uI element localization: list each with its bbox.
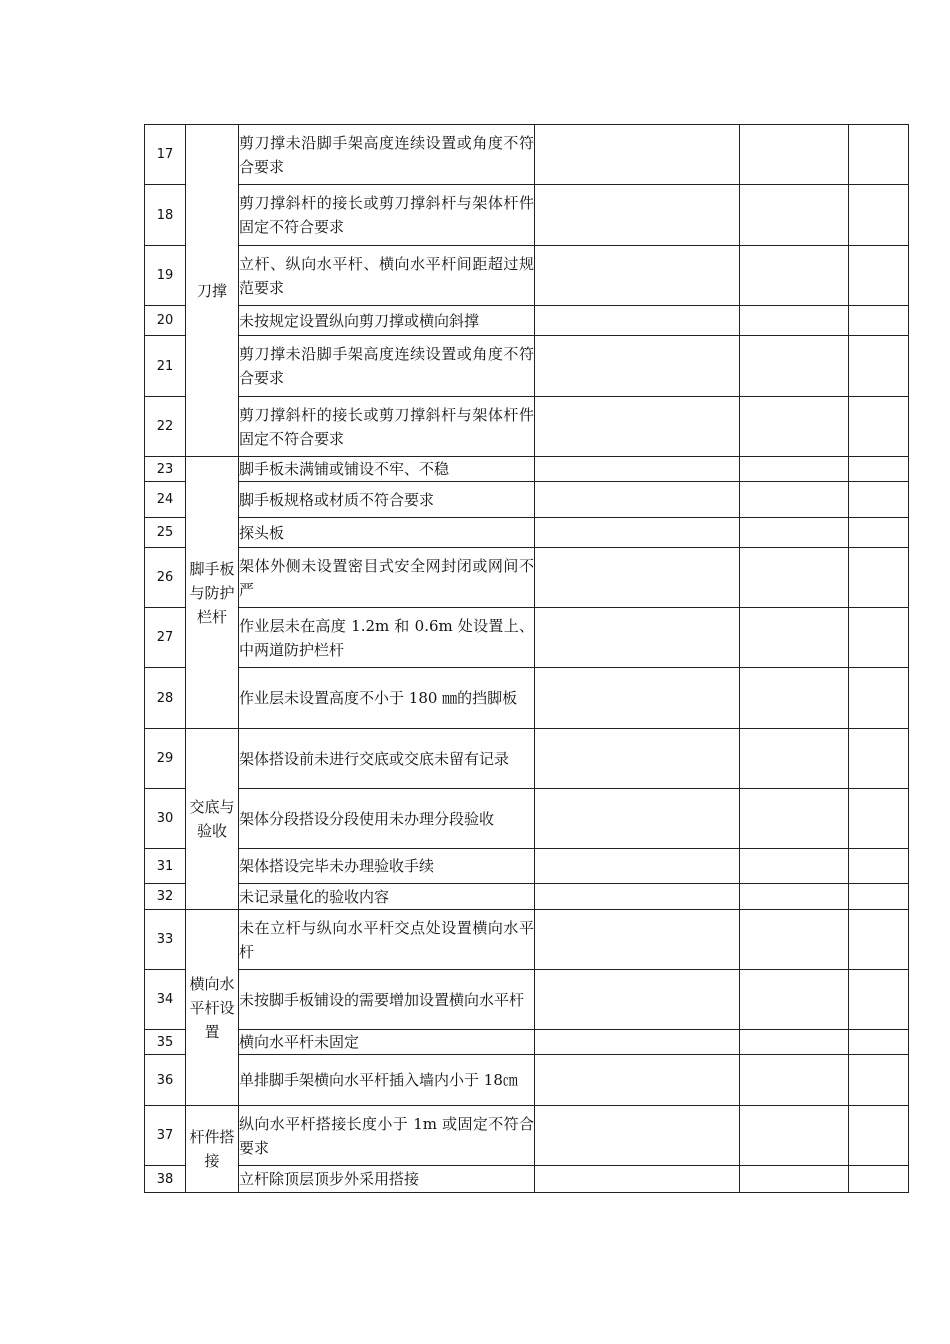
row-number: 28 [145, 668, 186, 729]
blank-cell [740, 548, 849, 608]
category-cell: 交底与验收 [186, 729, 239, 910]
table-row [145, 970, 909, 1030]
blank-cell [849, 185, 909, 246]
blank-cell [740, 608, 849, 668]
table-row [145, 789, 909, 849]
blank-cell [535, 336, 740, 397]
table-row [145, 1030, 909, 1055]
blank-cell [740, 910, 849, 970]
blank-cell [535, 849, 740, 884]
item-text: 剪刀撑斜杆的接长或剪刀撑斜杆与架体杆件固定不符合要求 [239, 397, 535, 457]
blank-cell [740, 1030, 849, 1055]
row-number: 29 [145, 729, 186, 789]
item-text: 架体外侧未设置密目式安全网封闭或网间不严 [239, 548, 535, 608]
table-row [145, 482, 909, 518]
blank-cell [535, 608, 740, 668]
table-row [145, 306, 909, 336]
row-number: 36 [145, 1055, 186, 1106]
table-row [145, 608, 909, 668]
blank-cell [740, 668, 849, 729]
item-text: 立杆除顶层顶步外采用搭接 [239, 1166, 535, 1193]
table-row [145, 1055, 909, 1106]
blank-cell [535, 1106, 740, 1166]
row-number: 21 [145, 336, 186, 397]
blank-cell [535, 1055, 740, 1106]
row-number: 34 [145, 970, 186, 1030]
blank-cell [849, 1055, 909, 1106]
item-text: 单排脚手架横向水平杆插入墙内小于 18㎝ [239, 1055, 535, 1106]
blank-cell [849, 608, 909, 668]
table-row [145, 1106, 909, 1166]
item-text: 纵向水平杆搭接长度小于 1m 或固定不符合要求 [239, 1106, 535, 1166]
blank-cell [849, 246, 909, 306]
category-cell: 杆件搭接 [186, 1106, 239, 1193]
item-text: 立杆、纵向水平杆、横向水平杆间距超过规范要求 [239, 246, 535, 306]
blank-cell [740, 849, 849, 884]
row-number: 27 [145, 608, 186, 668]
blank-cell [849, 125, 909, 185]
blank-cell [535, 970, 740, 1030]
row-number: 31 [145, 849, 186, 884]
blank-cell [535, 1166, 740, 1193]
item-text: 未在立杆与纵向水平杆交点处设置横向水平杆 [239, 910, 535, 970]
blank-cell [535, 729, 740, 789]
row-number: 23 [145, 457, 186, 482]
blank-cell [740, 1106, 849, 1166]
blank-cell [740, 884, 849, 910]
table-row [145, 548, 909, 608]
table-row [145, 336, 909, 397]
blank-cell [740, 518, 849, 548]
row-number: 30 [145, 789, 186, 849]
blank-cell [740, 457, 849, 482]
blank-cell [535, 548, 740, 608]
blank-cell [740, 336, 849, 397]
blank-cell [849, 1030, 909, 1055]
blank-cell [535, 397, 740, 457]
table-row [145, 246, 909, 306]
blank-cell [740, 970, 849, 1030]
table-row [145, 1166, 909, 1193]
blank-cell [535, 246, 740, 306]
table-row [145, 884, 909, 910]
item-text: 剪刀撑未沿脚手架高度连续设置或角度不符合要求 [239, 125, 535, 185]
row-number: 18 [145, 185, 186, 246]
blank-cell [849, 729, 909, 789]
blank-cell [849, 482, 909, 518]
blank-cell [849, 789, 909, 849]
table-row [145, 457, 909, 482]
category-cell: 刀撑 [186, 125, 239, 457]
table-row [145, 397, 909, 457]
blank-cell [535, 482, 740, 518]
table-row [145, 910, 909, 970]
category-cell: 横向水平杆设置 [186, 910, 239, 1106]
item-text: 剪刀撑未沿脚手架高度连续设置或角度不符合要求 [239, 336, 535, 397]
blank-cell [849, 884, 909, 910]
row-number: 37 [145, 1106, 186, 1166]
category-cell: 脚手板与防护栏杆 [186, 457, 239, 729]
row-number: 26 [145, 548, 186, 608]
blank-cell [740, 185, 849, 246]
blank-cell [849, 336, 909, 397]
item-text: 未记录量化的验收内容 [239, 884, 535, 910]
item-text: 架体分段搭设分段使用未办理分段验收 [239, 789, 535, 849]
blank-cell [535, 185, 740, 246]
blank-cell [535, 789, 740, 849]
item-text: 架体搭设前未进行交底或交底未留有记录 [239, 729, 535, 789]
table-row [145, 729, 909, 789]
blank-cell [535, 306, 740, 336]
table-row [145, 518, 909, 548]
row-number: 33 [145, 910, 186, 970]
row-number: 24 [145, 482, 186, 518]
item-text: 未按脚手板铺设的需要增加设置横向水平杆 [239, 970, 535, 1030]
item-text: 架体搭设完毕未办理验收手续 [239, 849, 535, 884]
item-text: 脚手板未满铺或铺设不牢、不稳 [239, 457, 535, 482]
blank-cell [535, 457, 740, 482]
blank-cell [740, 125, 849, 185]
blank-cell [849, 849, 909, 884]
row-number: 17 [145, 125, 186, 185]
blank-cell [535, 884, 740, 910]
row-number: 22 [145, 397, 186, 457]
blank-cell [740, 789, 849, 849]
blank-cell [849, 970, 909, 1030]
blank-cell [849, 910, 909, 970]
row-number: 20 [145, 306, 186, 336]
row-number: 35 [145, 1030, 186, 1055]
item-text: 剪刀撑斜杆的接长或剪刀撑斜杆与架体杆件固定不符合要求 [239, 185, 535, 246]
blank-cell [535, 518, 740, 548]
blank-cell [740, 246, 849, 306]
blank-cell [849, 397, 909, 457]
item-text: 未按规定设置纵向剪刀撑或横向斜撑 [239, 306, 535, 336]
blank-cell [740, 1166, 849, 1193]
blank-cell [535, 1030, 740, 1055]
row-number: 19 [145, 246, 186, 306]
blank-cell [849, 1106, 909, 1166]
table-row [145, 125, 909, 185]
blank-cell [535, 668, 740, 729]
table-row [145, 849, 909, 884]
table-row [145, 668, 909, 729]
table-row [145, 185, 909, 246]
inspection-table [144, 124, 909, 1193]
row-number: 38 [145, 1166, 186, 1193]
row-number: 32 [145, 884, 186, 910]
blank-cell [535, 125, 740, 185]
item-text: 探头板 [239, 518, 535, 548]
blank-cell [740, 397, 849, 457]
blank-cell [849, 457, 909, 482]
item-text: 横向水平杆未固定 [239, 1030, 535, 1055]
blank-cell [849, 1166, 909, 1193]
blank-cell [849, 518, 909, 548]
blank-cell [535, 910, 740, 970]
row-number: 25 [145, 518, 186, 548]
blank-cell [740, 482, 849, 518]
blank-cell [849, 668, 909, 729]
item-text: 作业层未设置高度不小于 180 ㎜的挡脚板 [239, 668, 535, 729]
item-text: 作业层未在高度 1.2m 和 0.6m 处设置上、中两道防护栏杆 [239, 608, 535, 668]
blank-cell [740, 1055, 849, 1106]
blank-cell [740, 729, 849, 789]
blank-cell [740, 306, 849, 336]
item-text: 脚手板规格或材质不符合要求 [239, 482, 535, 518]
blank-cell [849, 548, 909, 608]
blank-cell [849, 306, 909, 336]
